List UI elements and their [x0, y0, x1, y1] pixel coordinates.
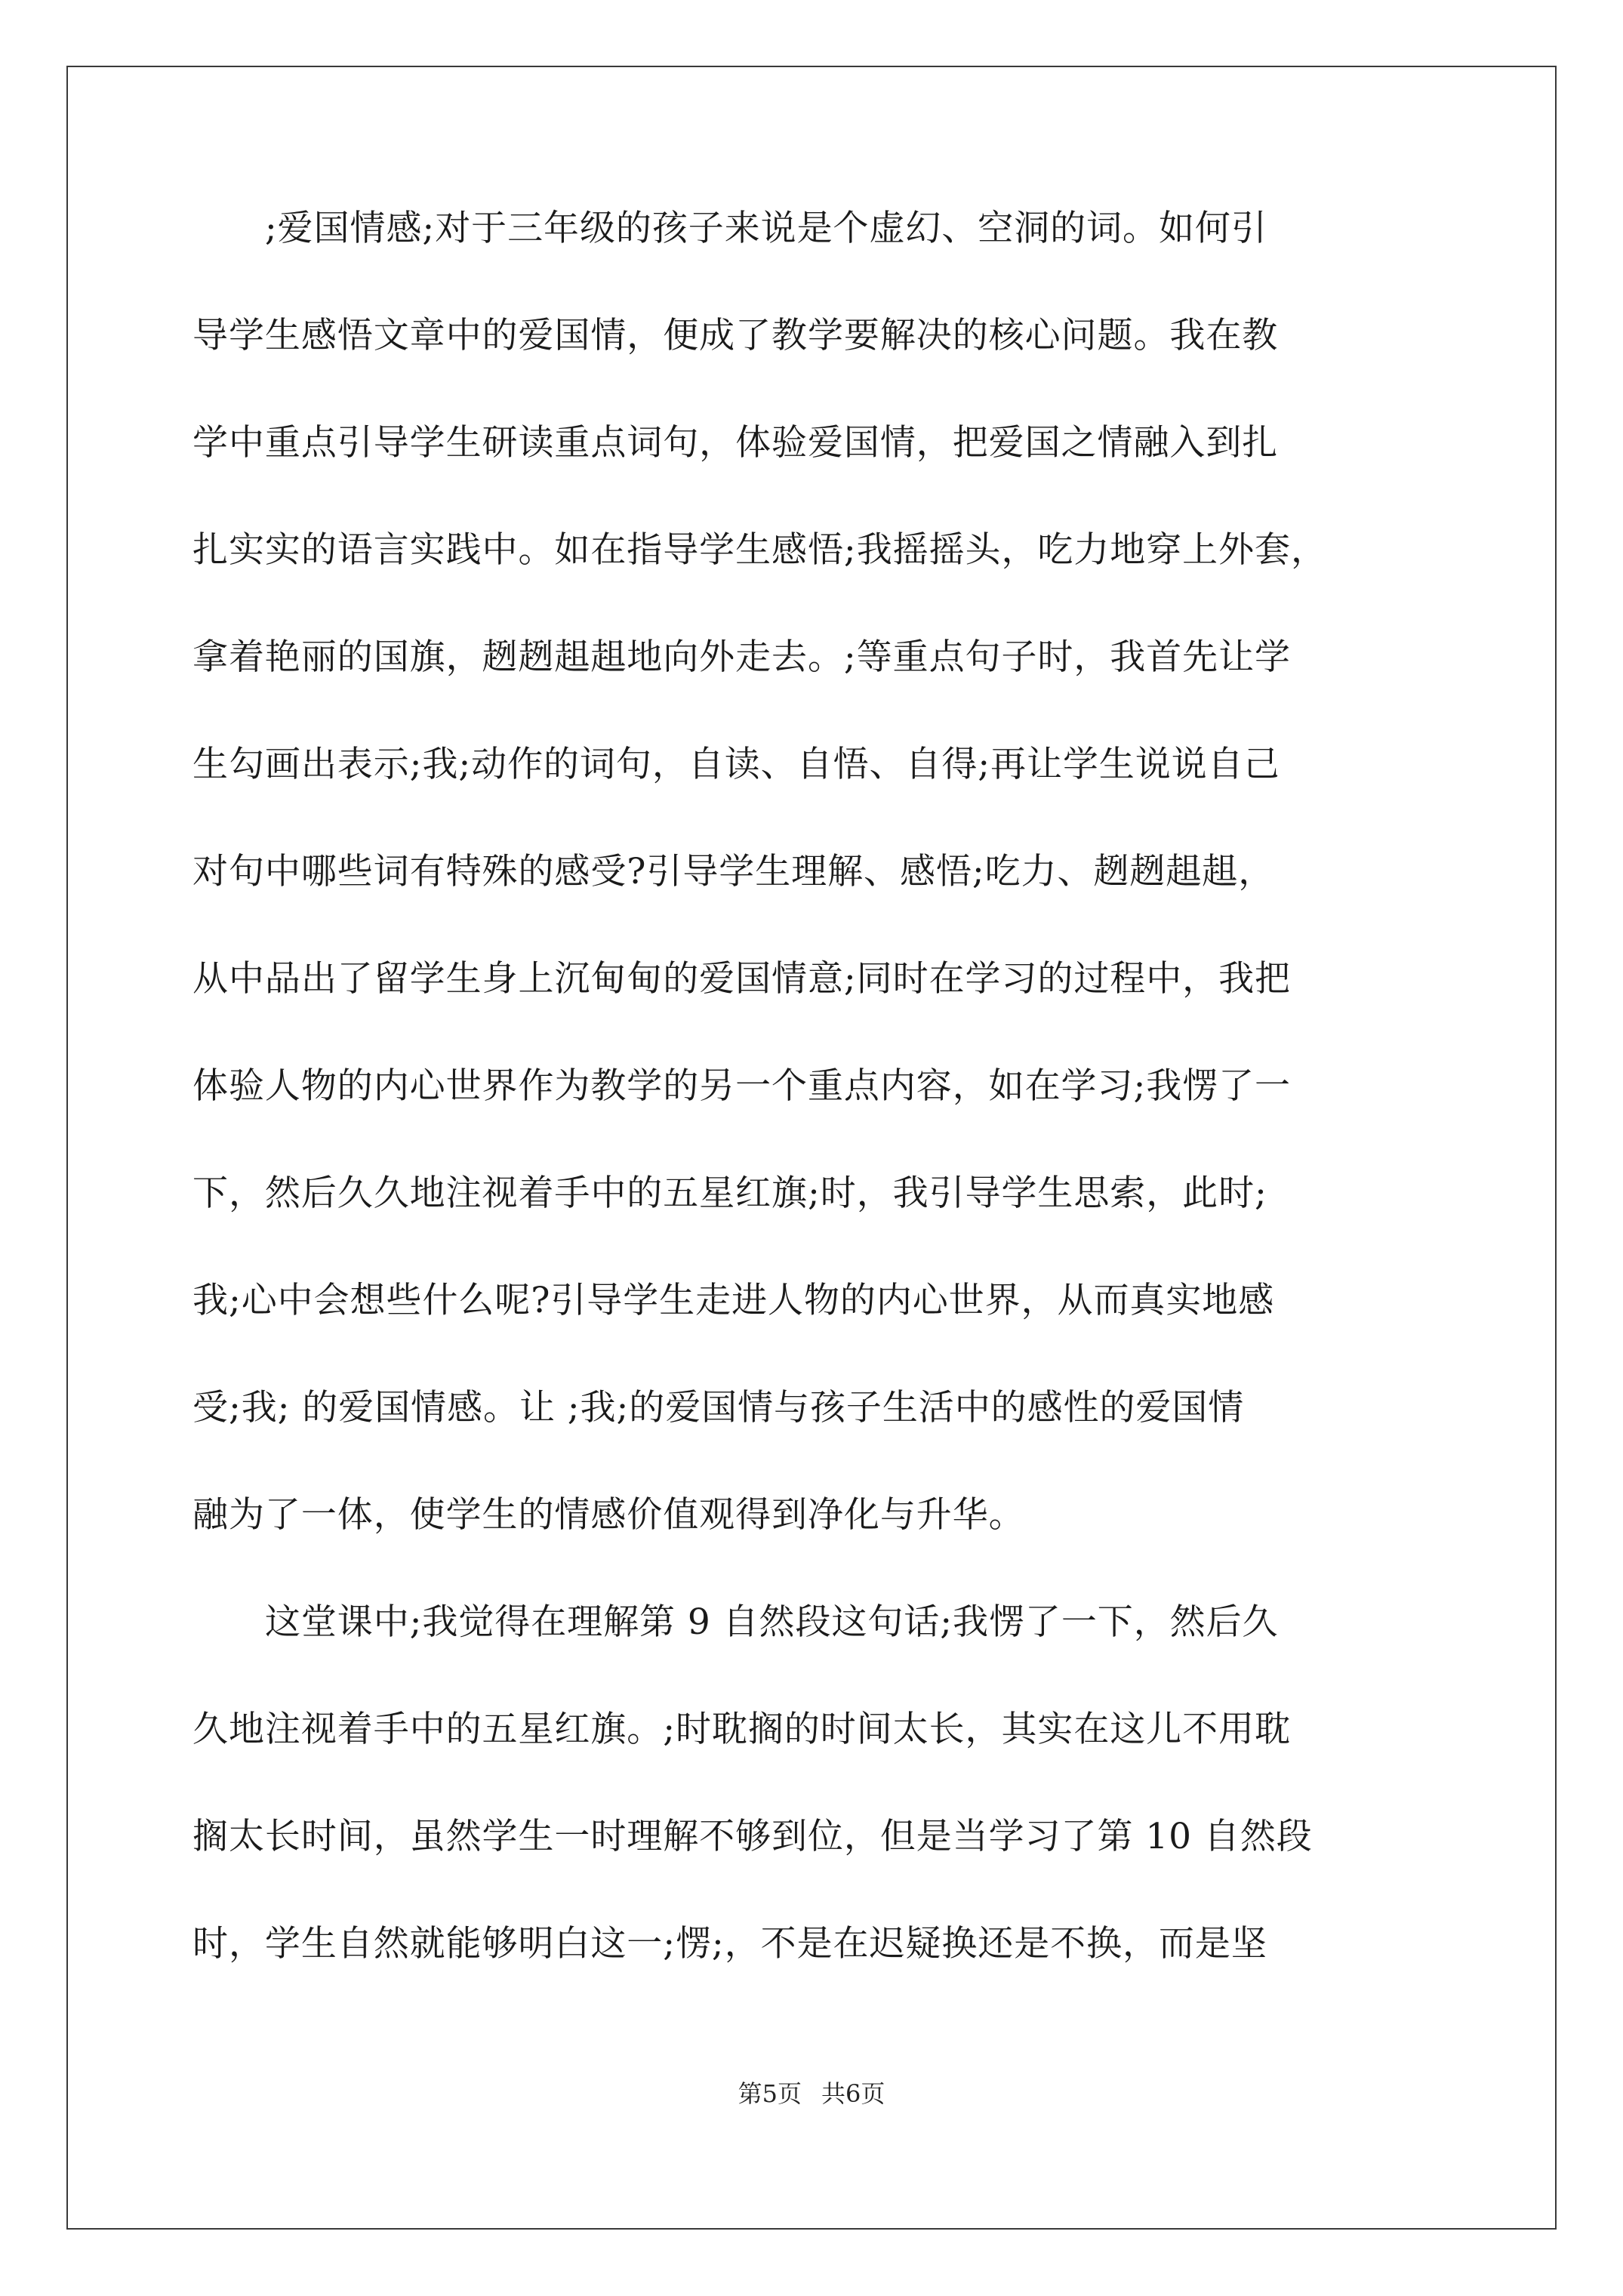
text-line: 学中重点引导学生研读重点词句，体验爱国情，把爱国之情融入到扎: [192, 422, 1279, 464]
text-line: 这堂课中;我觉得在理解第 9 自然段这句话;我愣了一下，然后久: [192, 1601, 1279, 1643]
text-line: 体验人物的内心世界作为教学的另一个重点内容，如在学习;我愣了一: [192, 1065, 1291, 1107]
text-line: 拿着艳丽的国旗，趔趔趄趄地向外走去。;等重点句子时，我首先让学: [192, 636, 1291, 678]
text-line: 导学生感悟文章中的爱国情，便成了教学要解决的核心问题。我在教: [192, 315, 1279, 356]
document-body: [192, 175, 1431, 1998]
text-line: 久地注视着手中的五星红旗。;时耽搁的时间太长，其实在这儿不用耽: [192, 1709, 1291, 1750]
text-line: 扎实实的语言实践中。如在指导学生感悟;我摇摇头，吃力地穿上外套，: [192, 529, 1327, 571]
page-number: 第5页: [738, 2079, 802, 2108]
page-footer: [0, 2075, 1623, 2110]
text-line: 搁太长时间，虽然学生一时理解不够到位，但是当学习了第 10 自然段: [192, 1816, 1313, 1857]
text-line: 融为了一体，使学生的情感价值观得到净化与升华。: [192, 1494, 1025, 1536]
text-line: 对句中哪些词有特殊的感受?引导学生理解、感悟;吃力、趔趔趄趄，: [192, 851, 1275, 892]
page-total: 共6页: [821, 2079, 885, 2108]
text-line: 生勾画出表示;我;动作的词句，自读、自悟、自得;再让学生说说自己: [192, 744, 1280, 785]
text-line: 时，学生自然就能够明白这一;愣;，不是在迟疑换还是不换，而是坚: [192, 1923, 1267, 1965]
text-line: 受;我; 的爱国情感。让 ;我;的爱国情与孩子生活中的感性的爱国情: [192, 1387, 1245, 1428]
text-line: 从中品出了留学生身上沉甸甸的爱国情意;同时在学习的过程中，我把: [192, 958, 1291, 1000]
text-line: 我;心中会想些什么呢?引导学生走进人物的内心世界，从而真实地感: [192, 1280, 1275, 1321]
text-line: ;爱国情感;对于三年级的孩子来说是个虚幻、空洞的词。如何引: [192, 208, 1267, 249]
text-line: 下，然后久久地注视着手中的五星红旗;时，我引导学生思索，此时;: [192, 1173, 1267, 1214]
